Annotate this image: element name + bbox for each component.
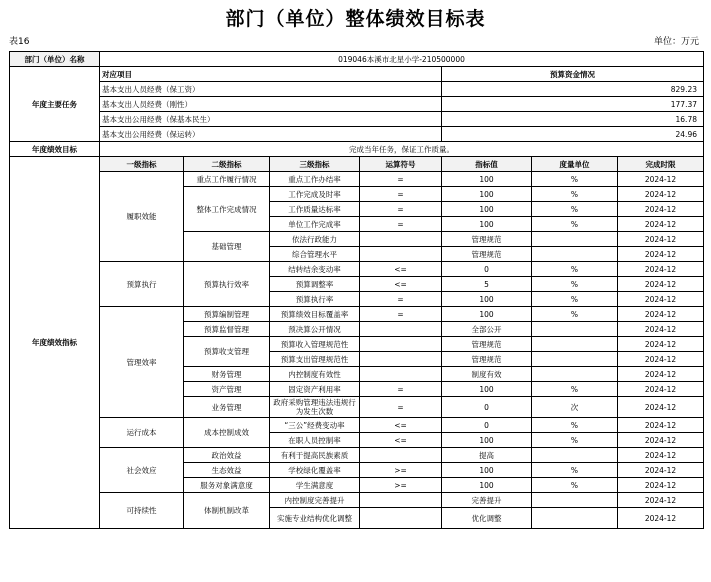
indicator-value: 优化调整: [442, 508, 532, 529]
indicator-deadline: 2024-12: [618, 397, 704, 418]
performance-table: [9, 51, 704, 529]
indicator-value: 100: [442, 433, 532, 448]
indicator-level2: 预算监督管理: [184, 322, 270, 337]
indicator-level1: 预算执行: [100, 262, 184, 307]
indicator-value: 管理规范: [442, 337, 532, 352]
indicator-value: 100: [442, 382, 532, 397]
indicator-deadline: 2024-12: [618, 463, 704, 478]
indicator-deadline: 2024-12: [618, 307, 704, 322]
indicator-level3: 内控制度完善提升: [270, 493, 360, 508]
indicator-unit: [532, 493, 618, 508]
indicator-level3: 固定资产利用率: [270, 382, 360, 397]
indicator-level3: 结转结余变动率: [270, 262, 360, 277]
indicator-unit: %: [532, 433, 618, 448]
indicator-unit: [532, 508, 618, 529]
indicator-deadline: 2024-12: [618, 232, 704, 247]
indicator-level1: 可持续性: [100, 493, 184, 529]
indicator-unit: %: [532, 172, 618, 187]
indicator-deadline: 2024-12: [618, 478, 704, 493]
indicator-operator: <=: [360, 433, 442, 448]
indicator-deadline: 2024-12: [618, 508, 704, 529]
indicator-value: 完善提升: [442, 493, 532, 508]
header-operator: 运算符号: [360, 157, 442, 172]
task-item-amount: 16.78: [442, 112, 704, 127]
indicator-level3: 预算收入管理规范性: [270, 337, 360, 352]
indicator-level3: 单位工作完成率: [270, 217, 360, 232]
indicator-level3: 依法行政能力: [270, 232, 360, 247]
indicator-unit: [532, 448, 618, 463]
indicator-level3: 预算执行率: [270, 292, 360, 307]
indicators-label: 年度绩效指标: [10, 157, 100, 529]
indicator-level2: 政治效益: [184, 448, 270, 463]
indicator-deadline: 2024-12: [618, 187, 704, 202]
indicator-deadline: 2024-12: [618, 337, 704, 352]
indicator-value: 100: [442, 307, 532, 322]
indicator-level3: 学生满意度: [270, 478, 360, 493]
indicator-deadline: 2024-12: [618, 493, 704, 508]
indicator-level3: 预算支出管理规范性: [270, 352, 360, 367]
indicator-level2: 生态效益: [184, 463, 270, 478]
indicator-unit: [532, 322, 618, 337]
indicator-value: 制度有效: [442, 367, 532, 382]
indicator-level3: 在职人员控制率: [270, 433, 360, 448]
indicator-value: 0: [442, 397, 532, 418]
indicator-value: 100: [442, 463, 532, 478]
indicator-unit: %: [532, 478, 618, 493]
indicator-deadline: 2024-12: [618, 172, 704, 187]
indicator-level1: 运行成本: [100, 418, 184, 448]
header-level1: 一级指标: [100, 157, 184, 172]
indicator-deadline: 2024-12: [618, 367, 704, 382]
indicator-operator: =: [360, 202, 442, 217]
indicator-level3: 学校绿化覆盖率: [270, 463, 360, 478]
header-unit: 度量单位: [532, 157, 618, 172]
indicator-level2: 业务管理: [184, 397, 270, 418]
col-item-header: 对应项目: [100, 67, 442, 82]
dept-name-value: 019046本溪市北星小学-210500000: [100, 52, 704, 67]
indicator-deadline: 2024-12: [618, 418, 704, 433]
indicator-level3: 预决算公开情况: [270, 322, 360, 337]
annual-goal-text: 完成当年任务，保证工作质量。: [100, 142, 704, 157]
indicator-deadline: 2024-12: [618, 247, 704, 262]
page-title: 部门（单位）整体绩效目标表: [225, 8, 486, 30]
task-item-name: 基本支出公用经费（保基本民生）: [100, 112, 442, 127]
indicator-level1: 管理效率: [100, 307, 184, 418]
indicator-level3: 工作完成及时率: [270, 187, 360, 202]
indicator-unit: %: [532, 292, 618, 307]
indicator-unit: %: [532, 463, 618, 478]
indicator-operator: =: [360, 187, 442, 202]
indicator-operator: [360, 337, 442, 352]
indicator-value: 0: [442, 418, 532, 433]
indicator-operator: =: [360, 397, 442, 418]
col-fund-header: 预算资金情况: [442, 67, 704, 82]
indicator-operator: <=: [360, 262, 442, 277]
indicator-value: 100: [442, 187, 532, 202]
indicator-deadline: 2024-12: [618, 262, 704, 277]
indicator-operator: <=: [360, 418, 442, 433]
indicator-operator: [360, 493, 442, 508]
indicator-operator: =: [360, 307, 442, 322]
indicator-level2: 预算执行效率: [184, 262, 270, 307]
indicator-operator: =: [360, 217, 442, 232]
indicator-level2: 成本控制成效: [184, 418, 270, 448]
indicator-deadline: 2024-12: [618, 292, 704, 307]
task-item-amount: 829.23: [442, 82, 704, 97]
indicator-unit: [532, 247, 618, 262]
indicator-level3: 重点工作办结率: [270, 172, 360, 187]
indicator-level3: 预算调整率: [270, 277, 360, 292]
indicator-unit: [532, 232, 618, 247]
indicator-operator: [360, 352, 442, 367]
indicator-unit: [532, 352, 618, 367]
indicator-level3: 预算绩效目标覆盖率: [270, 307, 360, 322]
indicator-unit: %: [532, 262, 618, 277]
unit-label: 单位：万元: [653, 37, 699, 47]
indicator-deadline: 2024-12: [618, 217, 704, 232]
indicator-unit: %: [532, 418, 618, 433]
indicator-operator: <=: [360, 277, 442, 292]
indicator-level2: 预算编制管理: [184, 307, 270, 322]
indicator-value: 管理规范: [442, 352, 532, 367]
indicator-operator: [360, 232, 442, 247]
indicator-operator: >=: [360, 463, 442, 478]
indicator-level2: 基础管理: [184, 232, 270, 262]
indicator-level3: 综合管理水平: [270, 247, 360, 262]
table-number: 表16: [9, 37, 30, 47]
indicator-level2: 体制机制改革: [184, 493, 270, 529]
indicator-operator: >=: [360, 478, 442, 493]
indicator-unit: [532, 337, 618, 352]
task-item-amount: 24.96: [442, 127, 704, 142]
task-item-name: 基本支出人员经费（保工资）: [100, 82, 442, 97]
indicator-level3: “三公”经费变动率: [270, 418, 360, 433]
indicator-level2: 整体工作完成情况: [184, 187, 270, 232]
indicator-level3: 内控制度有效性: [270, 367, 360, 382]
main-tasks-label: 年度主要任务: [10, 67, 100, 142]
indicator-unit: %: [532, 202, 618, 217]
indicator-unit: %: [532, 217, 618, 232]
indicator-level2: 财务管理: [184, 367, 270, 382]
indicator-level3: 有利于提高民族素质: [270, 448, 360, 463]
annual-goal-label: 年度绩效目标: [10, 142, 100, 157]
indicator-unit: %: [532, 187, 618, 202]
indicator-deadline: 2024-12: [618, 433, 704, 448]
indicator-level2: 资产管理: [184, 382, 270, 397]
indicator-value: 100: [442, 292, 532, 307]
indicator-value: 5: [442, 277, 532, 292]
indicator-level2: 重点工作履行情况: [184, 172, 270, 187]
indicator-level1: 履职效能: [100, 172, 184, 262]
indicator-value: 100: [442, 202, 532, 217]
indicator-operator: =: [360, 382, 442, 397]
indicator-value: 管理规范: [442, 247, 532, 262]
indicator-value: 100: [442, 217, 532, 232]
task-item-amount: 177.37: [442, 97, 704, 112]
task-item-name: 基本支出公用经费（保运转）: [100, 127, 442, 142]
indicator-level3: 政府采购管理违法违规行为发生次数: [270, 397, 360, 418]
indicator-operator: =: [360, 292, 442, 307]
indicator-unit: %: [532, 382, 618, 397]
indicator-operator: [360, 247, 442, 262]
header-level3: 三级指标: [270, 157, 360, 172]
indicator-unit: 次: [532, 397, 618, 418]
task-item-name: 基本支出人员经费（刚性）: [100, 97, 442, 112]
dept-name-label: 部门（单位）名称: [10, 52, 100, 67]
indicator-unit: %: [532, 277, 618, 292]
indicator-level2: 预算收支管理: [184, 337, 270, 367]
indicator-value: 管理规范: [442, 232, 532, 247]
indicator-deadline: 2024-12: [618, 322, 704, 337]
indicator-value: 全部公开: [442, 322, 532, 337]
indicator-operator: [360, 367, 442, 382]
indicator-operator: [360, 508, 442, 529]
indicator-deadline: 2024-12: [618, 277, 704, 292]
indicator-level2: 服务对象满意度: [184, 478, 270, 493]
indicator-unit: %: [532, 307, 618, 322]
indicator-level3: 实施专业结构优化调整: [270, 508, 360, 529]
header-deadline: 完成时限: [618, 157, 704, 172]
indicator-deadline: 2024-12: [618, 382, 704, 397]
indicator-deadline: 2024-12: [618, 202, 704, 217]
indicator-level1: 社会效应: [100, 448, 184, 493]
indicator-deadline: 2024-12: [618, 448, 704, 463]
indicator-operator: [360, 448, 442, 463]
indicator-level3: 工作质量达标率: [270, 202, 360, 217]
indicator-value: 100: [442, 172, 532, 187]
indicator-deadline: 2024-12: [618, 352, 704, 367]
indicator-operator: =: [360, 172, 442, 187]
indicator-value: 100: [442, 478, 532, 493]
header-level2: 二级指标: [184, 157, 270, 172]
indicator-value: 0: [442, 262, 532, 277]
indicator-operator: [360, 322, 442, 337]
indicator-unit: [532, 367, 618, 382]
header-value: 指标值: [442, 157, 532, 172]
indicator-value: 提高: [442, 448, 532, 463]
